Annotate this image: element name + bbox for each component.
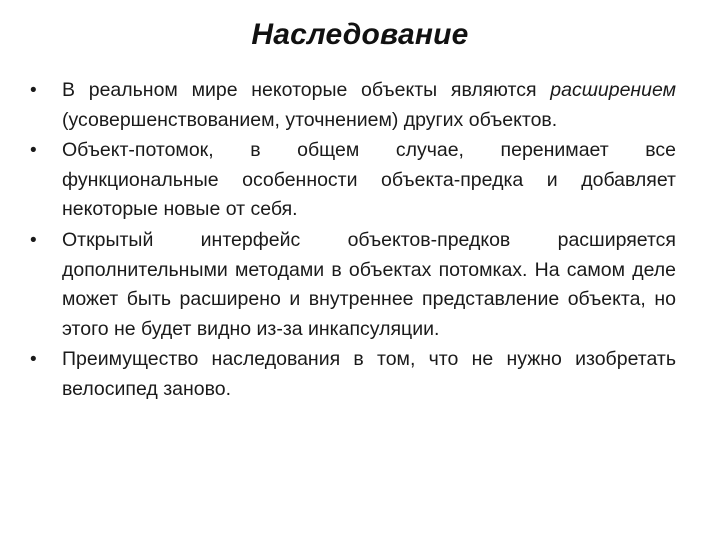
bullet-dot-icon: • <box>30 140 37 162</box>
bullet-text: Объект-потомок, в общем случае, перенимает все функциональные особенности объекта-предка и добавляет некоторые новые от себя. <box>62 139 676 221</box>
bullet-text-end: (усовершенствованием, уточнением) других объектов. <box>62 108 558 131</box>
bullet-text-emphasis: расширением <box>550 79 676 101</box>
bullet-dot-icon: • <box>30 229 37 251</box>
bullet-list <box>30 76 676 406</box>
bullet-text: Открытый интерфейс объектов-предков расширяется дополнительными методами в объектах потомках. На самом деле может быть расширено и внутреннее представление объекта, но этого не будет видно из-за инкапсуляции. <box>62 228 676 340</box>
bullet-dot-icon: • <box>30 80 37 101</box>
slide-title: Наследование <box>251 18 469 51</box>
bullet-item-2 <box>30 136 676 225</box>
bullet-dot-icon: • <box>30 349 37 371</box>
bullet-item-1 <box>30 76 676 135</box>
bullet-item-3 <box>30 226 676 344</box>
bullet-item-4 <box>30 345 676 404</box>
bullet-text: Преимущество наследования в том, что не нужно изобретать велосипед заново. <box>62 348 676 400</box>
bullet-text-start: В реальном мире некоторые объекты являются <box>62 79 551 101</box>
